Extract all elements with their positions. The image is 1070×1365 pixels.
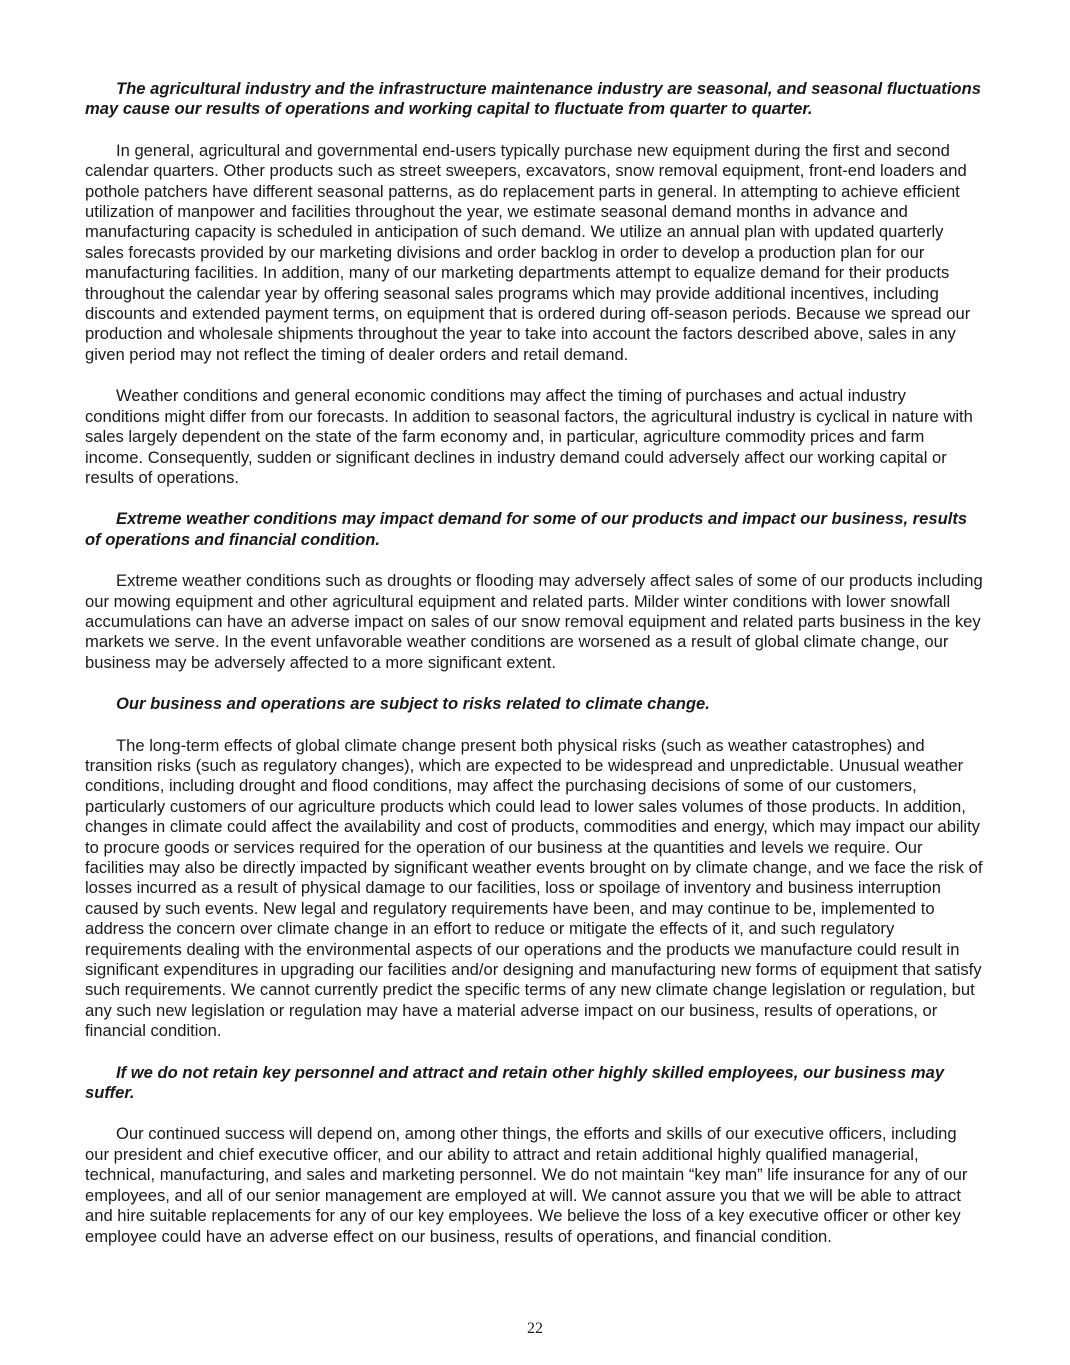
paragraph-climate-change: The long-term effects of global climate change present both physical risks (such as weather catastrophes) and transition risks (such as regulatory changes), which are expected to be widespread and unpredictable. Unusual weather conditions, including drought and flood conditions, may affect the purchasing decisions of some of our customers, particularly customers of our agriculture products which could lead to lower sales volumes of those products. In addition, changes in climate could affect the availability and cost of products, commodities and energy, which may impact our ability to procure goods or services required for the operation of our business at the quantities and levels we require. Our facilities may also be directly impacted by significant weather events brought on by climate change, and we face the risk of losses incurred as a result of physical damage to our facilities, loss or spoilage of inventory and business interruption caused by such events. New legal and regulatory requirements have been, and may continue to be, implemented to address the concern over climate change in an effort to reduce or mitigate the effects of it, and such regulatory requirements dealing with the environmental aspects of our operations and the products we manufacture could result in significant expenditures in upgrading our facilities and/or designing and manufacturing new forms of equipment that satisfy such requirements. We cannot currently predict the specific terms of any new climate change legislation or regulation, but any such new legislation or regulation may have a material adverse impact on our business, results of operations, or financial condition. xyxy=(85,735,983,1041)
paragraph-key-personnel: Our continued success will depend on, among other things, the efforts and skills of our executive officers, including our president and chief executive officer, and our ability to attract and retain additional highly qualified managerial, technical, manufacturing, and sales and marketing personnel. We do not maintain “key man” life insurance for any of our employees, and all of our senior management are employed at will. We cannot assure you that we will be able to attract and hire suitable replacements for any of our key employees. We believe the loss of a key executive officer or other key employee could have an adverse effect on our business, results of operations, and financial condition. xyxy=(85,1124,968,1246)
paragraph-weather-economic-conditions: Weather conditions and general economic conditions may affect the timing of purchases and actual industry conditions might differ from our forecasts. In addition to seasonal factors, the agricultural industry is cyclical in nature with sales largely dependent on the state of the farm economy and, in particular, agriculture commodity prices and farm income. Consequently, sudden or significant declines in industry demand could adversely affect our working capital or results of operations. xyxy=(85,386,973,487)
section-heading-seasonality: The agricultural industry and the infrastructure maintenance industry are seasonal, and seasonal fluctuations may cause our results of operations and working capital to fluctuate from quarter to quarter. xyxy=(85,79,981,119)
paragraph-seasonal-demand: In general, agricultural and governmental end-users typically purchase new equipment during the first and second calendar quarters. Other products such as street sweepers, excavators, snow removal equipment, front-end loaders and pothole patchers have different seasonal patterns, as do replacement parts in general. In attempting to achieve efficient utilization of manpower and facilities throughout the year, we estimate seasonal demand months in advance and manufacturing capacity is scheduled in anticipation of such demand. We utilize an annual plan with updated quarterly sales forecasts provided by our marketing divisions and order backlog in order to develop a production plan for our manufacturing facilities. In addition, many of our marketing departments attempt to equalize demand for their products throughout the calendar year by offering seasonal sales programs which may provide additional incentives, including discounts and extended payment terms, on equipment that is ordered during off-season periods. Because we spread our production and wholesale shipments throughout the year to take into account the factors described above, sales in any given period may not reflect the timing of dealer orders and retail demand. xyxy=(85,140,971,364)
page-number: 22 xyxy=(527,1320,543,1337)
paragraph-extreme-weather: Extreme weather conditions such as droughts or flooding may adversely affect sales of some of our products including our mowing equipment and other agricultural equipment and related parts. Milder winter conditions with lower snowfall accumulations can have an adverse impact on sales of our snow removal equipment and related parts business in the key markets we serve. In the event unfavorable weather conditions are worsened as a result of global climate change, our business may be adversely affected to a more significant extent. xyxy=(85,571,983,672)
section-heading-extreme-weather: Extreme weather conditions may impact demand for some of our products and impact our business, results of operations and financial condition. xyxy=(85,509,968,549)
section-heading-key-personnel: If we do not retain key personnel and attract and retain other highly skilled employees, our business may suffer. xyxy=(85,1062,945,1103)
section-heading-climate-change: Our business and operations are subject to risks related to climate change. xyxy=(116,694,710,714)
document-page xyxy=(85,79,985,1247)
